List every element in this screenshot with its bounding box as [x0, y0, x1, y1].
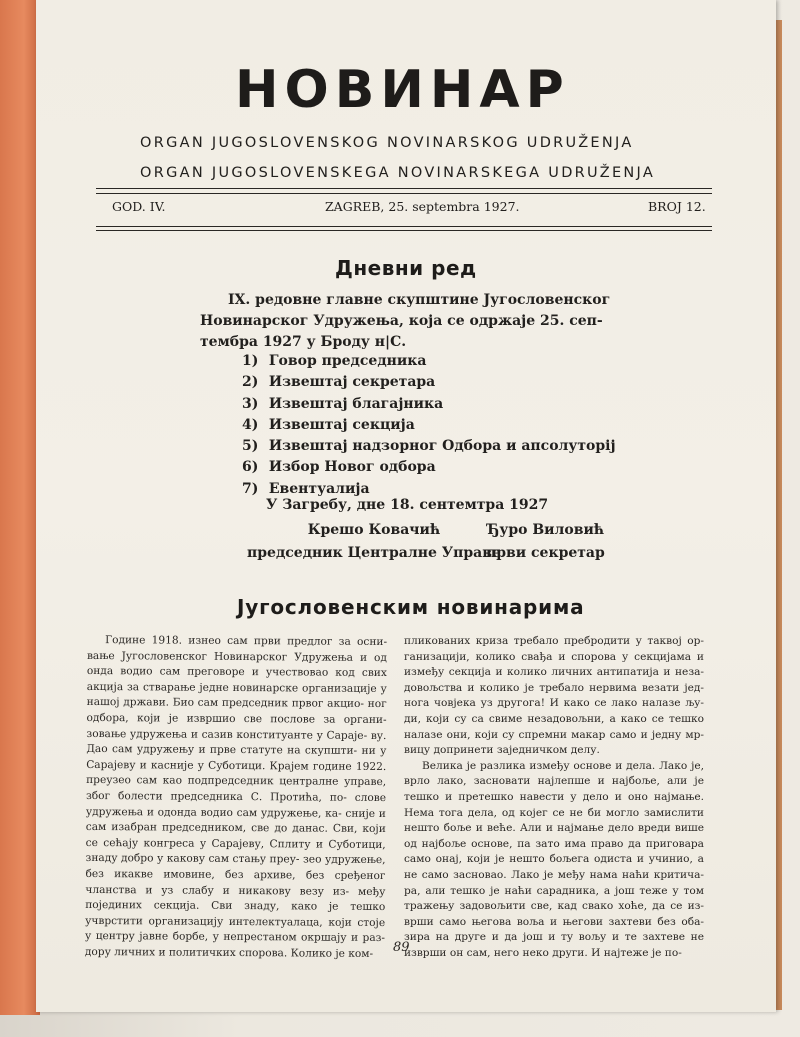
agenda-list [242, 351, 616, 500]
signature-secretary [486, 519, 605, 565]
issue-place-date: ZAGREB, 25. septembra 1927. [325, 199, 520, 214]
orange-cover-edge [0, 0, 40, 1015]
organ-subtitle-serbian: ORGAN JUGOSLOVENSKOG NOVINARSKOG UDRUŽENJA [140, 135, 634, 151]
agenda-item: 7) Евентуалија [242, 480, 370, 497]
agenda-item: 5) Извештај надзорног Одбора и апсолуторij [242, 438, 616, 455]
signature-president [247, 519, 501, 565]
signatory-title: председник Централне Управе [247, 545, 501, 561]
signatory-name: Крешо Ковачић [307, 522, 441, 538]
header-rule-bottom-2 [96, 230, 712, 231]
article-column-right [404, 634, 704, 961]
issue-number: BROJ 12. [648, 199, 706, 214]
agenda-item: 2) Извештај секретара [242, 374, 436, 391]
agenda-item: 3) Извештај благајника [242, 395, 444, 412]
signatory-name: Ђуро Виловић [486, 522, 605, 538]
agenda-heading: Дневни ред [335, 256, 477, 280]
header-rule-bottom [96, 226, 712, 227]
article-column-left [85, 633, 387, 963]
agenda-item: 4) Извештај секција [242, 416, 415, 433]
header-rule-top-2 [96, 193, 712, 194]
masthead-title: НОВИНАР [235, 60, 570, 120]
article-paragraph: пликованих криза требало пребродити у таквој ор- ганизацији, колико свађа и спорова у секцијама и између секција и колико личних антипатија и неза- довољства и колико је требало нервима везати јед- нога човјека уз другога! И како се лако налазе љу- ди, који су са свиме незадовољни, а како се тешко налазе они, који су спремни макар само и једну мр- вицу допринети заједничком делу. [404, 635, 704, 757]
header-rule-top [96, 188, 712, 189]
agenda-date-line: У Загребу, дне 18. сентемтра 1927 [266, 497, 549, 513]
agenda-item: 6) Избор Новог одбора [242, 459, 436, 476]
agenda-intro-line: IX. редовне главне скупштине Југословенског [228, 292, 611, 308]
article-paragraph: Велика је разлика између основе и дела. Лако је, врло лако, засновати најлепше и најбоље, али је тешко и претешко навести у дело и оно најмање. Нема тога дела, од којег се не би могло замислити нешто боље и веће. Али и најмање дело вреди више од најбоље основе, па зато има право да приговара само онај, који је нешто бољега одиста и учинио, а не само засновао. Лако је међу нама наћи критича- ра, али тешко је наћи сарадника, а још теже у том тражењу задовољити све, кад свако хоће, да се из- врши само његова воља и његови захтеви без оба- зира на друге и да још и ту вољу и те захтеве не изврши он сам, него неко други. И најтеже је по- [404, 759, 704, 959]
article-paragraph: Године 1918. изнео сам први предлог за осни- вање Југословенског Новинарског Удружења и од онда водио сам преговоре и учествовао код свих акција за стварање једне новинарске организације у нашој држави. Био сам председник првог акцио- ног одбора, који је извршио све послове за органи- зовање удружења и сазив конституанте у Сараје- ву. Дао сам удружењу и прве статуте на скупшти- ни у Сарајеву и касније у Суботици. Крајем године 1922. преузео сам као подпредседник централне управе, због болести председника С. Протића, по- слове удружења и одонда водио сам удружење, ка- сније и сам изабран председником, све до данас. Сви, који се сећају конгреса у Сарајеву, Сплиту и Суботици, знаду добро у какову сам стању преу- зео удружење, без икакве имовине, без архиве, без сређеног чланства и уз слабу и никакову везу из- међу појединих секција. Сви знаду, како је тешко учврстити организацију интелектуалаца, који стоје у центру јавне борбе, у непрестаном окршају и раз- дору личних и политичких спорова. Колико је ком- [84, 634, 388, 960]
page-number: 89 [393, 940, 410, 955]
agenda-intro [200, 290, 630, 353]
volume-year: GOD. IV. [112, 199, 166, 214]
agenda-intro-line: тембра 1927 у Броду н|С. [200, 334, 407, 350]
organ-subtitle-slovenian: ORGAN JUGOSLOVENSKEGA NOVINARSKEGA UDRUŽENJA [140, 165, 656, 181]
article-heading: Југословенским новинарима [237, 595, 585, 619]
signatory-title: први секретар [486, 545, 605, 561]
agenda-item: 1) Говор председника [242, 353, 427, 369]
agenda-intro-line: Новинарског Удружења, која се одржаје 25. сеп- [200, 313, 603, 329]
